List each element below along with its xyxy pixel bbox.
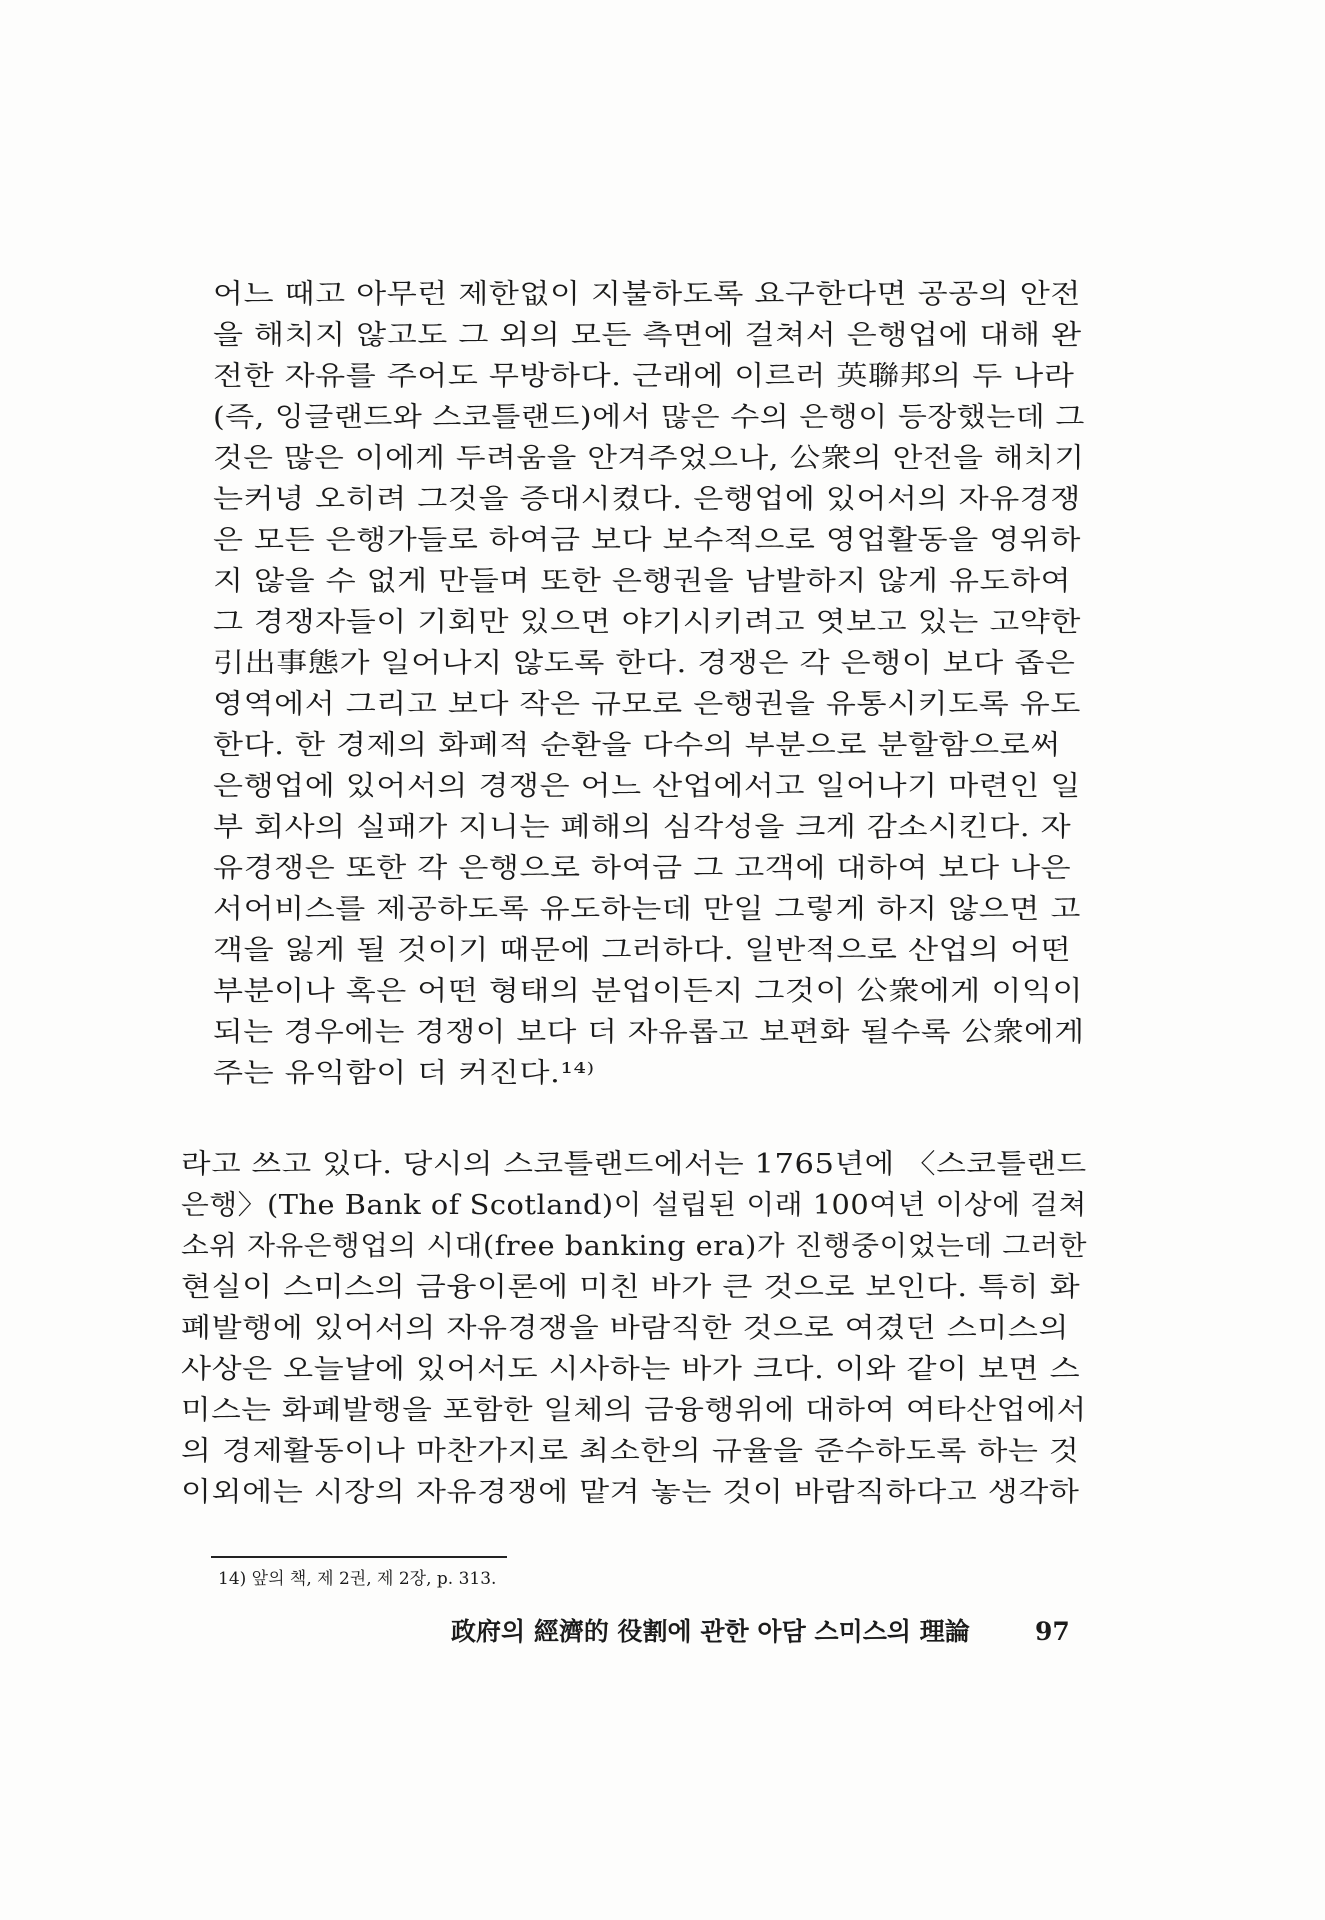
body-line: 미스는 화폐발행을 포함한 일체의 금융행위에 대하여 여타산업에서 [181, 1395, 1087, 1426]
quote-line: 것은 많은 이에게 두려움을 안겨주었으나, 公衆의 안전을 해치기 [213, 443, 1085, 474]
body-line: 사상은 오늘날에 있어서도 시사하는 바가 크다. 이와 같이 보면 스 [181, 1354, 1081, 1385]
quote-line: 한다. 한 경제의 화폐적 순환을 다수의 부분으로 분할함으로써 [213, 730, 1061, 761]
quote-line: 은 모든 은행가들로 하여금 보다 보수적으로 영업활동을 영위하 [213, 525, 1081, 556]
quote-line: 引出事態가 일어나지 않도록 한다. 경쟁은 각 은행이 보다 좁은 [213, 648, 1076, 679]
page-number: 97 [1035, 1617, 1070, 1646]
body-line: 라고 쓰고 있다. 당시의 스코틀랜드에서는 1765년에 〈스코틀랜드 [181, 1149, 1087, 1180]
quote-line: 영역에서 그리고 보다 작은 규모로 은행권을 유통시키도록 유도 [213, 689, 1081, 720]
body-line: 이외에는 시장의 자유경쟁에 맡겨 놓는 것이 바람직하다고 생각하 [181, 1477, 1080, 1508]
footnote: 14) 앞의 책, 제 2권, 제 2장, p. 313. [218, 1569, 497, 1589]
quote-line: 부분이나 혹은 어떤 형태의 분업이든지 그것이 公衆에게 이익이 [213, 976, 1084, 1007]
quote-line: 전한 자유를 주어도 무방하다. 근래에 이르러 英聯邦의 두 나라 [213, 361, 1075, 392]
body-line: 폐발행에 있어서의 자유경쟁을 바람직한 것으로 여겼던 스미스의 [181, 1313, 1070, 1344]
body-line: 의 경제활동이나 마찬가지로 최소한의 규율을 준수하도록 하는 것 [181, 1436, 1080, 1467]
quote-line: 서어비스를 제공하도록 유도하는데 만일 그렇게 하지 않으면 고 [213, 894, 1081, 925]
body-line: 현실이 스미스의 금융이론에 미친 바가 큰 것으로 보인다. 특히 화 [181, 1272, 1081, 1303]
running-footer-title: 政府의 經濟的 役割에 관한 아담 스미스의 理論 [451, 1617, 970, 1646]
quote-line: (즉, 잉글랜드와 스코틀랜드)에서 많은 수의 은행이 등장했는데 그 [213, 402, 1085, 433]
quote-line: 그 경쟁자들이 기회만 있으면 야기시키려고 엿보고 있는 고약한 [213, 607, 1081, 638]
quote-line: 객을 잃게 될 것이기 때문에 그러하다. 일반적으로 산업의 어떤 [213, 935, 1072, 966]
footnote-divider [211, 1556, 507, 1558]
quote-line: 은행업에 있어서의 경쟁은 어느 산업에서고 일어나기 마련인 일 [213, 771, 1081, 802]
quote-line: 유경쟁은 또한 각 은행으로 하여금 그 고객에 대하여 보다 나은 [213, 853, 1072, 884]
quote-line: 되는 경우에는 경쟁이 보다 더 자유롭고 보편화 될수록 公衆에게 [213, 1017, 1085, 1048]
quote-line: 주는 유익함이 더 커진다.¹⁴⁾ [213, 1058, 595, 1089]
quote-line: 지 않을 수 없게 만들며 또한 은행권을 남발하지 않게 유도하여 [213, 566, 1072, 597]
body-line: 소위 자유은행업의 시대(free banking era)가 진행중이었는데 그러한 [181, 1231, 1088, 1262]
quote-line: 어느 때고 아무런 제한없이 지불하도록 요구한다면 공공의 안전 [213, 279, 1081, 310]
quote-line: 을 해치지 않고도 그 외의 모든 측면에 걸쳐서 은행업에 대해 완 [213, 320, 1082, 351]
body-line: 은행〉(The Bank of Scotland)이 설립된 이래 100여년 이상에 걸쳐 [181, 1190, 1087, 1221]
quote-line: 부 회사의 실패가 지니는 폐해의 심각성을 크게 감소시킨다. 자 [213, 812, 1072, 843]
quote-line: 는커녕 오히려 그것을 증대시켰다. 은행업에 있어서의 자유경쟁 [213, 484, 1081, 515]
